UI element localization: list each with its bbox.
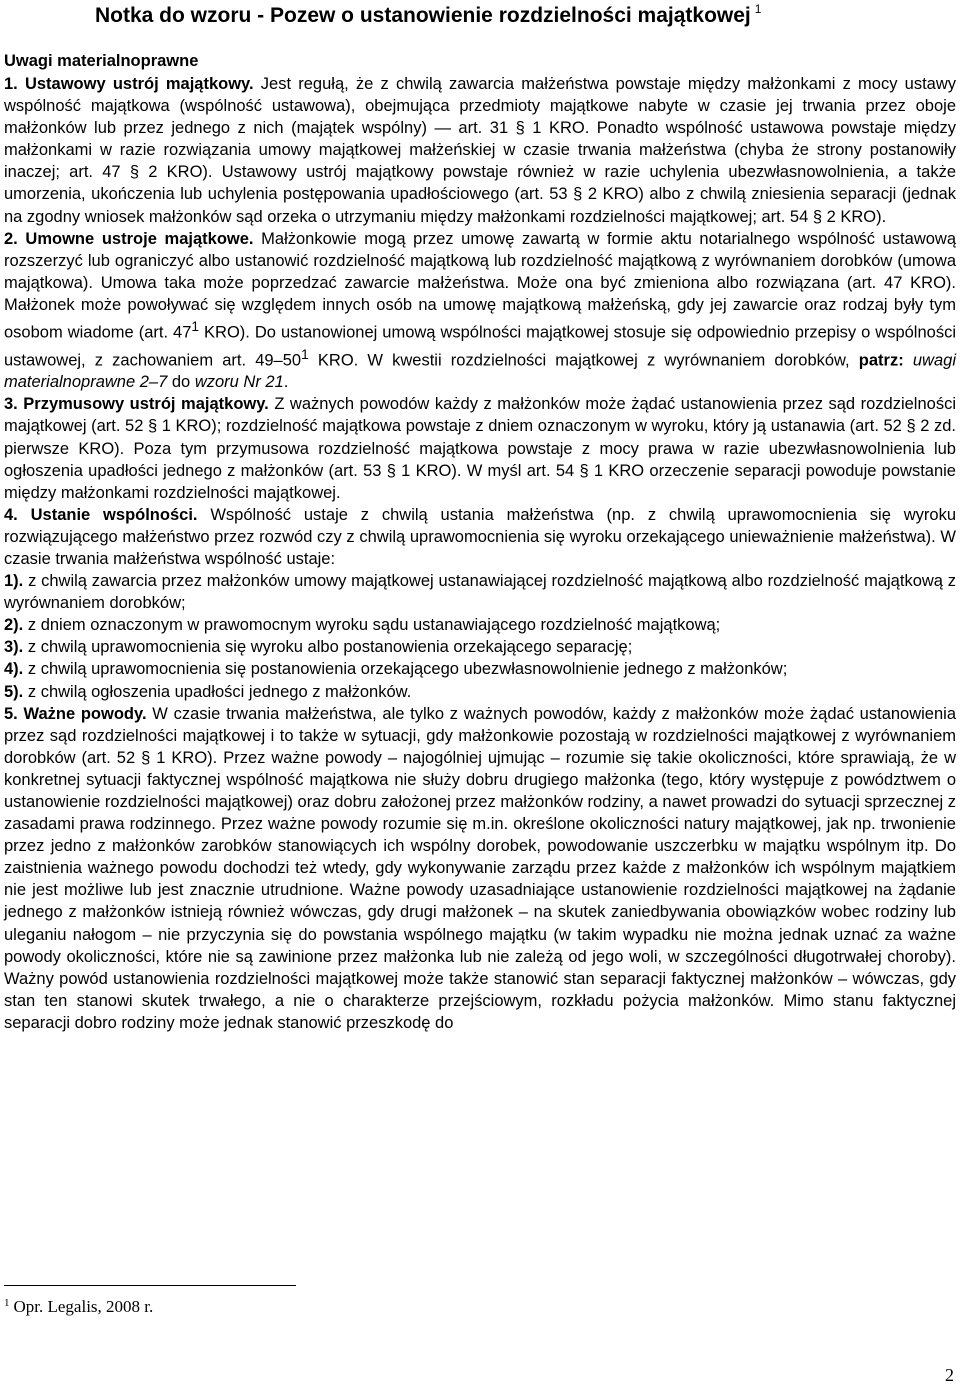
section-2-patrz: patrz: (858, 351, 904, 370)
page-number: 2 (945, 1365, 954, 1385)
section-2 (4, 228, 956, 394)
section-3-text: Z ważnych powodów każdy z małżonków może żądać ustanowienia przez sąd rozdzielności majątkowej (art. 52 § 1 KRO); rozdzielność majątkowa powstaje z dniem oznaczonym w wyroku, który ją ustanawia (art. 52 § 2 zd. pierwsze KRO). Poza tym przymusowa rozdzielność majątkowa powstaje z mocy prawa w razie ubezwłasnowolnienia lub ogłoszenia upadłości jednego z małżonków (art. 53 § 1 KRO). W myśl art. 54 § 1 KRO orzeczenie separacji powoduje powstanie między małżonkami rozdzielności majątkowej. (4, 395, 956, 502)
list-item-number: 1). (4, 572, 24, 591)
section-2-sup-a: 1 (191, 319, 200, 335)
section-2-heading: 2. Umowne ustroje majątkowe. (4, 229, 254, 248)
list-item-number: 3). (4, 638, 24, 657)
list-item-text: z chwilą uprawomocnienia się postanowienia orzekającego ubezwłasnowolnienie jednego z małżonków; (27, 660, 788, 679)
title-text: Notka do wzoru - Pozew o ustanowienie rozdzielności majątkowej (95, 4, 751, 27)
list-item (4, 658, 956, 680)
title-footnote-ref: 1 (754, 2, 762, 16)
section-2-italic-ref: uwagi materialnoprawne 2–7 (4, 351, 956, 392)
section-5-heading: 5. Ważne powody. (4, 704, 147, 723)
list-item (4, 614, 956, 636)
list-item-text: z chwilą uprawomocnienia się wyroku albo postanowienia orzekającego separację; (27, 638, 633, 657)
section-2-do: do (171, 373, 191, 392)
subtitle: Uwagi materialnoprawne (4, 52, 199, 70)
footnote-text: Opr. Legalis, 2008 r. (13, 1297, 154, 1316)
list-item (4, 681, 956, 703)
list-item-number: 4). (4, 660, 24, 679)
section-2-text-b: KRO). Do ustanowionej umową wspólności majątkowej stosuje się odpowiednio przepisy o wspólności ustawowej, z zachowaniem art. 49–50 (4, 323, 956, 370)
section-3-heading: 3. Przymusowy ustrój majątkowy. (4, 395, 269, 414)
list-item-number: 5). (4, 682, 24, 701)
page-title (95, 4, 761, 28)
list-item (4, 636, 956, 658)
list-item-number: 2). (4, 616, 24, 635)
footnote (4, 1297, 153, 1317)
section-2-italic-ref2: wzoru Nr 21 (194, 373, 284, 392)
section-4 (4, 504, 956, 570)
section-1 (4, 73, 956, 228)
list-item (4, 570, 956, 614)
footnote-divider (4, 1285, 296, 1286)
list-item-text: z chwilą zawarcia przez małżonków umowy majątkowej ustanawiającej rozdzielność majątkową albo rozdzielność majątkową z wyrównaniem dorobków; (4, 572, 956, 613)
section-1-text: Jest regułą, że z chwilą zawarcia małżeństwa powstaje między małżonkami z mocy ustawy wspólność majątkowa (wspólność ustawowa), obejmująca przedmioty majątkowe nabyte w czasie jej trwania przez oboje małżonków lub przez jednego z nich (majątek wspólny) — art. 31 § 1 KRO. Ponadto wspólność ustawowa powstaje między małżonkami w razie rozwiązania umowy majątkowej małżeńskiej w czasie trwania małżeństwa (chyba że strony postanowiły inaczej; art. 47 § 2 KRO). Ustawowy ustrój majątkowy powstaje również w razie uchylenia ubezwłasnowolnienia, a także umorzenia, ukończenia lub uchylenia postępowania upadłościowego (art. 53 § 2 KRO) albo z chwilą zniesienia separacji (jednak na zgodny wniosek małżonków sąd orzeka o utrzymaniu między małżonkami rozdzielności majątkowej; art. 54 § 2 KRO). (4, 75, 956, 226)
section-2-end: . (283, 373, 289, 392)
section-3 (4, 393, 956, 503)
list-item-text: z dniem oznaczonym w prawomocnym wyroku sądu ustanawiającego rozdzielność majątkową; (27, 616, 721, 635)
section-2-text-a: Małżonkowie mogą przez umowę zawartą w formie aktu notarialnego wspólność ustawową rozszerzyć lub ograniczyć albo ustanowić rozdzielność majątkową lub rozdzielność majątkową z wyrównaniem dorobków (umowa majątkowa). Umowa taka może poprzedzać zawarcie małżeństwa. Może ona być zmieniona albo rozwiązana (art. 47 KRO). Małżonek może powoływać się względem innych osób na umowę majątkową małżeńską, gdy jej zawarcie oraz rodzaj były tym osobom wiadome (art. 47 (4, 229, 957, 342)
document-body (4, 73, 956, 1034)
section-5 (4, 703, 956, 1034)
section-2-sup-b: 1 (301, 346, 309, 362)
section-1-heading: 1. Ustawowy ustrój majątkowy. (4, 75, 254, 93)
list-item-text: z chwilą ogłoszenia upadłości jednego z małżonków. (27, 682, 412, 701)
section-5-text: W czasie trwania małżeństwa, ale tylko z ważnych powodów, każdy z małżonków może żądać ustanowienia przez sąd rozdzielności majątkowej i to także w sytuacji, gdy małżonkowie pozostają w rozdzielności majątkowej z wyrównaniem dorobków (art. 52 § 1 KRO). Przez ważne powody – najogólniej ujmując – rozumie się takie okoliczności, które sprawiają, że w konkretnej sytuacji faktycznej wspólność majątkowa nie służy dobru drugiego małżonka (tego, który występuje z powództwem o ustanowienie rozdzielności majątkowej) oraz dobru założonej przez małżonków rodziny, a nawet prowadzi do sytuacji sprzecznej z zasadami prawa rodzinnego. Przez ważne powody rozumie się m.in. określone okoliczności natury majątkowej, jak np. trwonienie przez jedno z małżonków zarobków stanowiących ich wspólny dorobek, powodowanie uszczerbku w majątku wspólnym itp. Do zaistnienia ważnego powodu dochodzi też wtedy, gdy wykonywanie zarządu przez każde z małżonków ich wspólnym majątkiem nie jest możliwe lub jest znacznie utrudnione. Ważne powody uzasadniające ustanowienie rozdzielności majątkowej na żądanie jednego z małżonków istnieją również wówczas, gdy drugi małżonek – na skutek zaniedbywania obowiązków wobec rodziny lub uleganiu nałogom – nie przyczynia się do powstania wspólnego majątku (w takim wypadku nie można jednak uznać za ważne powody okoliczności, które nie są zawinione przez małżonka lub nie zależą od jego woli, w szczególności długotrwałej choroby). Ważny powód ustanowienia rozdzielności majątkowej może także stanowić stan separacji faktycznej małżonków – wówczas, gdy stan ten stanowi skutek trwałego, a nie o charakterze przejściowym, rozkładu pożycia małżonków. Mimo stanu faktycznej separacji dobro rodziny może jednak stanowić przeszkodę do (4, 704, 956, 1032)
section-2-text-c: KRO. W kwestii rozdzielności majątkowej z wyrównaniem dorobków, (308, 351, 859, 370)
section-4-text: Wspólność ustaje z chwilą ustania małżeństwa (np. z chwilą uprawomocnienia się wyroku rozwiązującego małżeństwo przez rozwód czy z chwilą uprawomocnienia się wyroku orzekającego unieważnienie małżeństwa). W czasie trwania małżeństwa wspólność ustaje: (4, 505, 956, 568)
section-4-heading: 4. Ustanie wspólności. (4, 505, 198, 524)
footnote-number: 1 (4, 1297, 10, 1309)
